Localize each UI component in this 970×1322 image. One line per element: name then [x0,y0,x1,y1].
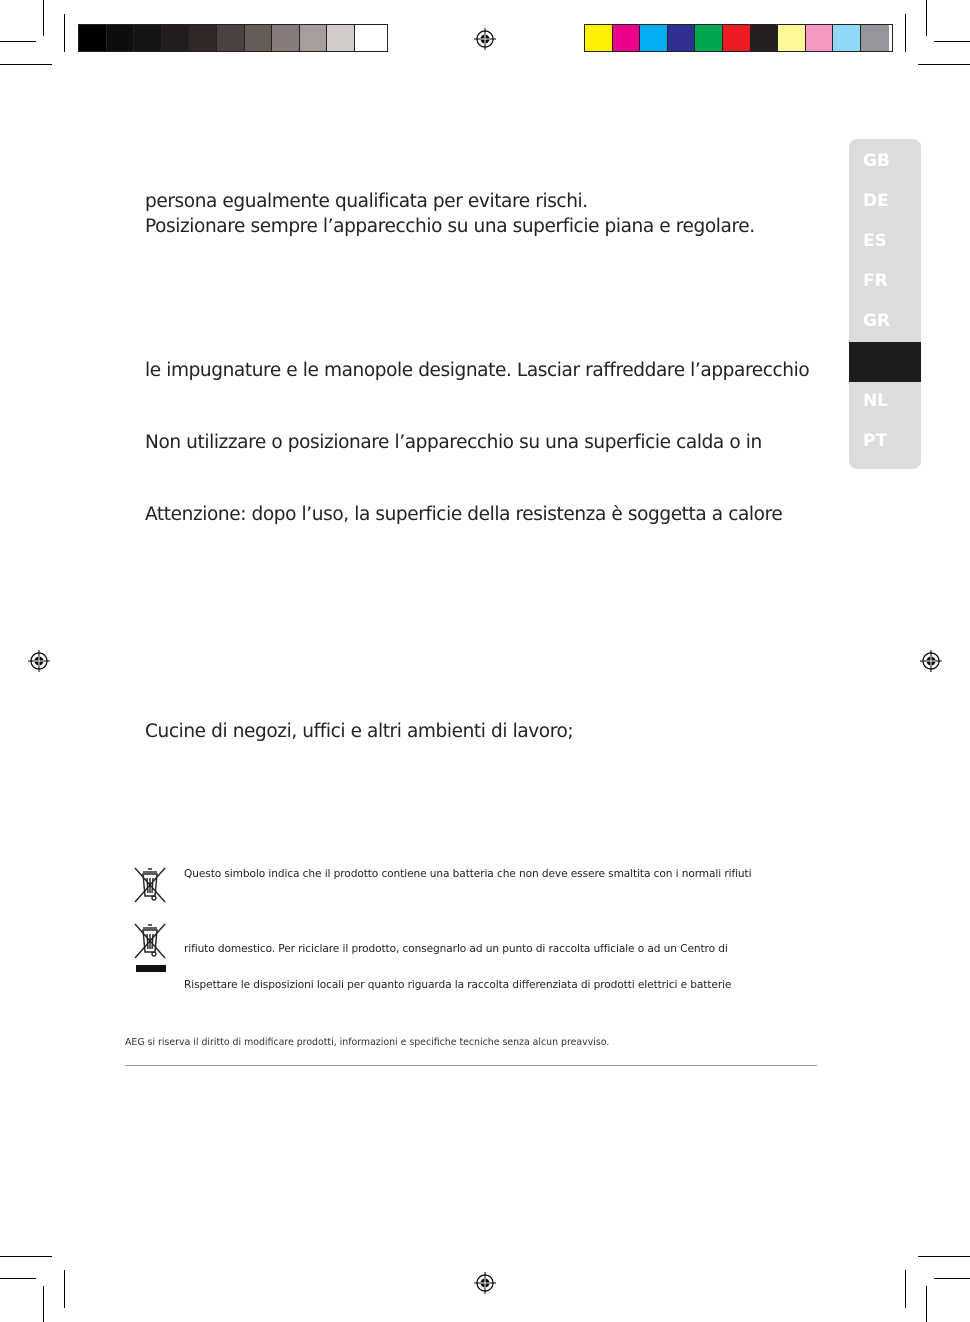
registration-mark-icon [474,1272,496,1294]
color-swatch [806,25,834,51]
process-color-bar [584,24,893,52]
color-swatch [778,25,806,51]
lang-tab-nl[interactable]: NL [863,391,889,411]
registration-mark-icon [474,28,496,50]
lang-tab-active[interactable] [849,342,921,382]
body-text-line: Attenzione: dopo l’uso, la superficie della resistenza è soggetta a calore [145,504,783,525]
registration-mark-icon [28,650,50,672]
lang-tab-pt[interactable]: PT [863,431,888,451]
gray-swatch [272,25,300,51]
gray-swatch [217,25,245,51]
body-text-line: Cucine di negozi, uffici e altri ambienti di lavoro; [145,721,574,742]
crossed-out-bin-icon [132,864,168,904]
color-swatch [613,25,641,51]
crossed-out-bin-with-bar-icon [132,920,168,974]
lang-tab-fr[interactable]: FR [863,271,888,291]
body-text-line: persona egualmente qualificata per evitare rischi. [145,191,588,212]
color-swatch [668,25,696,51]
lang-tab-es[interactable]: ES [863,231,887,251]
color-swatch [723,25,751,51]
battery-disposal-text: Questo simbolo indica che il prodotto contiene una batteria che non deve essere smaltita con i normali rifiuti [184,868,752,880]
footer-disclaimer: AEG si riserva il diritto di modificare prodotti, informazioni e specifiche tecniche senza alcun preavviso. [125,1037,610,1048]
color-swatch [833,25,861,51]
color-swatch [751,25,779,51]
weee-disposal-text: Rispettare le disposizioni locali per quanto riguarda la raccolta differenziata di prodotti elettrici e batterie [184,979,732,991]
body-text-line: Non utilizzare o posizionare l’apparecchio su una superficie calda o in [145,432,762,453]
gray-swatch [107,25,135,51]
language-tabs [849,139,921,469]
lang-tab-gb[interactable]: GB [863,151,890,171]
body-text-line: le impugnature e le manopole designate. Lasciar raffreddare l’apparecchio [145,360,810,381]
gray-swatch [355,25,383,51]
color-swatch [585,25,613,51]
color-swatch [640,25,668,51]
footer-divider [125,1065,817,1066]
lang-tab-gr[interactable]: GR [863,311,891,331]
gray-swatch [245,25,273,51]
color-swatch [695,25,723,51]
gray-swatch [162,25,190,51]
gray-swatch [327,25,355,51]
lang-tab-de[interactable]: DE [863,191,889,211]
gray-swatch [300,25,328,51]
body-text-line: Posizionare sempre l’apparecchio su una superficie piana e regolare. [145,216,755,237]
weee-disposal-text: rifiuto domestico. Per riciclare il prodotto, consegnarlo ad un punto di raccolta ufficiale o ad un Centro di [184,943,728,955]
gray-swatch [189,25,217,51]
registration-mark-icon [920,650,942,672]
gray-swatch [79,25,107,51]
color-swatch [861,25,889,51]
grayscale-color-bar [78,24,388,52]
gray-swatch [134,25,162,51]
